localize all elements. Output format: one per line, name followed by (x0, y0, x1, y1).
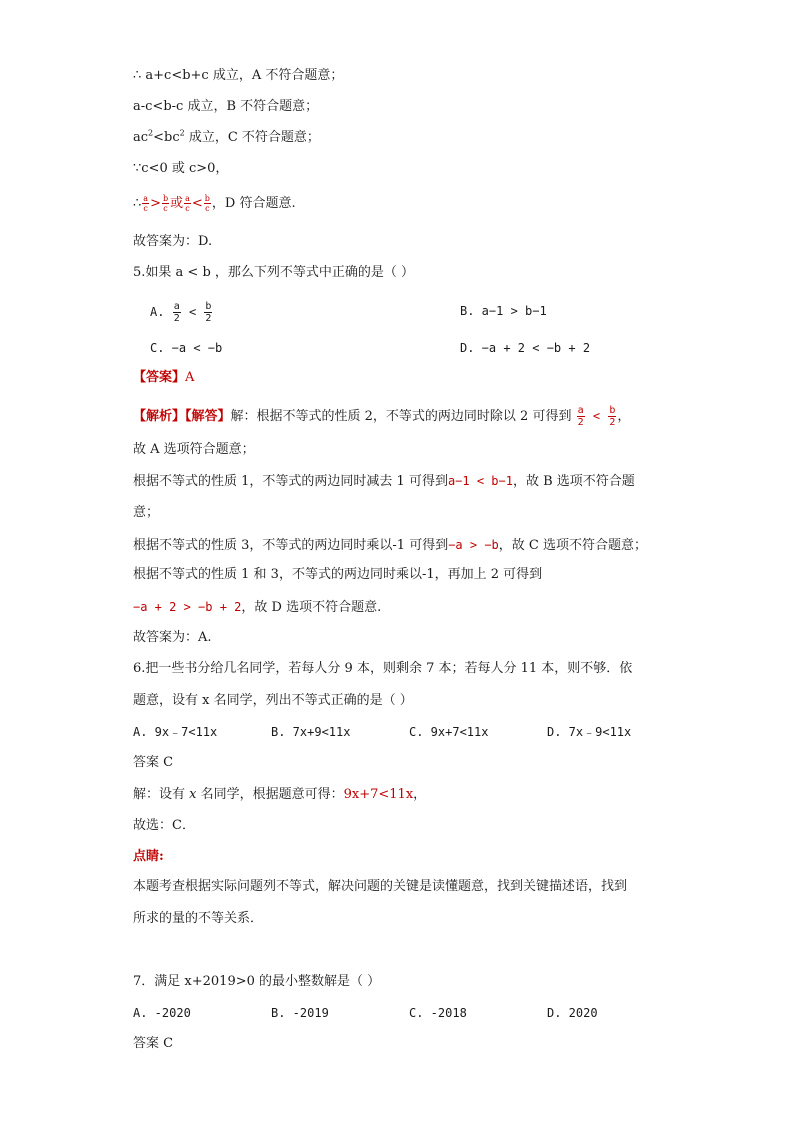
line-text: ∵c<0 或 c>0， (133, 161, 229, 176)
option-d (547, 1004, 598, 1022)
line-text: 解：设有 (133, 787, 190, 802)
option-c (409, 1004, 467, 1022)
option-text: C. -2018 (409, 1006, 467, 1020)
fraction (162, 194, 169, 213)
fraction (204, 194, 211, 213)
text-line (133, 233, 212, 251)
line-text: < (181, 305, 204, 319)
option-d (547, 723, 631, 741)
option-text: A. 9x﹣7<11x (133, 725, 218, 739)
denominator: c (185, 204, 190, 213)
denominator: 2 (173, 313, 180, 324)
math-inline: 9x+7<11x (343, 787, 414, 802)
line-text: 所求的量的不等关系． (133, 911, 264, 926)
denominator: c (163, 204, 168, 213)
option-c (409, 723, 488, 741)
note-line (133, 910, 263, 928)
line-text: 6.把一些书分给几名同学，若每人分 9 本，则剩余 7 本；若每人分 11 本，则不够．依 (133, 661, 633, 676)
explanation-line (133, 504, 159, 522)
answer-line (133, 754, 173, 772)
line-text: 故 A 选项符合题意； (133, 442, 255, 457)
answer-text: 答案 C (133, 1036, 174, 1051)
answer-line (133, 369, 194, 387)
solution-line (133, 786, 426, 804)
explanation-line (133, 536, 647, 555)
line-text: 根据不等式的性质 3，不等式的两边同时乘以-1 可得到 (133, 538, 449, 553)
text-line (133, 194, 296, 213)
answer-line (133, 1035, 173, 1053)
explanation-line (133, 629, 212, 647)
note-label (133, 848, 164, 866)
denominator: c (143, 204, 148, 213)
option-a (133, 723, 217, 741)
numerator: b (162, 194, 169, 203)
denominator: c (205, 204, 210, 213)
line-text: ，故 C 选项不符合题意； (498, 538, 647, 553)
question-stem (133, 660, 632, 678)
numerator: b (205, 301, 212, 312)
line-text: ，故 B 选项不符合题 (512, 474, 635, 489)
line-text: 本题考查根据实际问题列不等式，解决问题的关键是读懂题意，找到关键描述语，找到 (133, 879, 628, 894)
line-text: 意； (133, 505, 160, 520)
line-text: 7．满足 x+2019>0 的最小整数解是（ ） (133, 974, 381, 989)
line-text: ，故 D 选项不符合题意. (241, 600, 382, 615)
note-line (133, 878, 627, 896)
option-text: A. -2020 (133, 1006, 191, 1020)
line-text: < (585, 409, 608, 423)
line-text: 故选：C． (133, 818, 195, 833)
option-text: B. -2019 (271, 1006, 329, 1020)
fraction (142, 194, 149, 213)
math-inline: −a > −b (448, 538, 499, 552)
text-line (133, 98, 318, 116)
option-d (460, 339, 590, 357)
text-line (133, 67, 343, 85)
denominator: 2 (205, 313, 212, 324)
line-text: 故答案为：D. (133, 234, 213, 249)
option-b (271, 1004, 329, 1022)
line-text: ， (413, 787, 427, 802)
line-text: 名同学，根据题意可得： (196, 787, 344, 802)
denominator: 2 (577, 417, 584, 428)
option-text: D. 7x﹣9<11x (547, 725, 632, 739)
line-text: 根据不等式的性质 1，不等式的两边同时减去 1 可得到 (133, 474, 448, 489)
option-label: A. (150, 305, 165, 319)
option-b (460, 302, 547, 320)
option-text: B. a−1 > b−1 (460, 304, 547, 318)
option-text: D. 2020 (547, 1006, 598, 1020)
fraction (577, 405, 585, 428)
exponent: 2 (179, 128, 185, 138)
math-inline: a−1 < b−1 (447, 474, 513, 488)
line-text: 或 (170, 196, 184, 211)
denominator: 2 (609, 417, 616, 428)
explanation-line (133, 598, 381, 617)
question-stem (133, 264, 414, 282)
line-text: 故答案为：A. (133, 630, 212, 645)
numerator: a (577, 405, 584, 416)
line-text: a-c<b-c 成立，B 不符合题意； (133, 99, 319, 114)
line-text: 5.如果 a < b ，那么下列不等式中正确的是（ ） (133, 265, 415, 280)
fraction (173, 301, 181, 324)
line-text: ， (617, 409, 631, 424)
explanation-line (133, 566, 542, 584)
exponent: 2 (148, 128, 154, 138)
numerator: b (204, 194, 210, 203)
line-text: 点睛: (133, 849, 164, 864)
fraction (608, 405, 616, 428)
numerator: a (173, 301, 180, 312)
fraction (204, 301, 212, 324)
question-stem (133, 973, 380, 991)
line-text: 成立，C 不符合题意； (184, 130, 320, 145)
math-inline: −a + 2 > −b + 2 (133, 600, 242, 614)
line-text: < (191, 196, 203, 211)
line-text: 根据不等式的性质 1 和 3，不等式的两边同时乘以-1，再加上 2 可得到 (133, 567, 543, 582)
explanation-line (133, 405, 630, 428)
line-text: ，D 符合题意. (211, 196, 296, 211)
option-text: D. −a + 2 < −b + 2 (460, 341, 591, 355)
option-b (271, 723, 350, 741)
line-text: ∴ (133, 196, 142, 211)
line-text: ∴ a+c<b+c 成立，A 不符合题意； (133, 68, 344, 83)
answer-text: 答案 C (133, 755, 174, 770)
line-text: 题意，设有 x 名同学，列出不等式正确的是（ ） (133, 693, 413, 708)
fraction (184, 194, 191, 213)
question-stem (133, 692, 413, 710)
line-text: 解：根据不等式的性质 2，不等式的两边同时除以 2 可得到 (230, 409, 572, 424)
line-text: ac (133, 130, 149, 145)
solution-line (133, 817, 195, 835)
option-a (150, 301, 213, 324)
answer-value: A (185, 370, 195, 385)
option-text: B. 7x+9<11x (271, 725, 351, 739)
line-text: > (150, 196, 161, 211)
numerator: a (185, 194, 190, 203)
option-a (133, 1004, 191, 1022)
line-text: <bc (153, 130, 180, 145)
explanation-label: 【解析】【解答】 (133, 409, 231, 424)
numerator: b (609, 405, 616, 416)
text-line (133, 160, 228, 178)
answer-label: 【答案】 (133, 370, 186, 385)
numerator: a (143, 194, 149, 203)
math-inline: x (189, 787, 197, 802)
explanation-line (133, 472, 635, 491)
option-text: C. −a < −b (150, 341, 223, 355)
text-line (133, 129, 320, 147)
explanation-line (133, 441, 255, 459)
option-text: C. 9x+7<11x (409, 725, 489, 739)
option-c (150, 339, 222, 357)
